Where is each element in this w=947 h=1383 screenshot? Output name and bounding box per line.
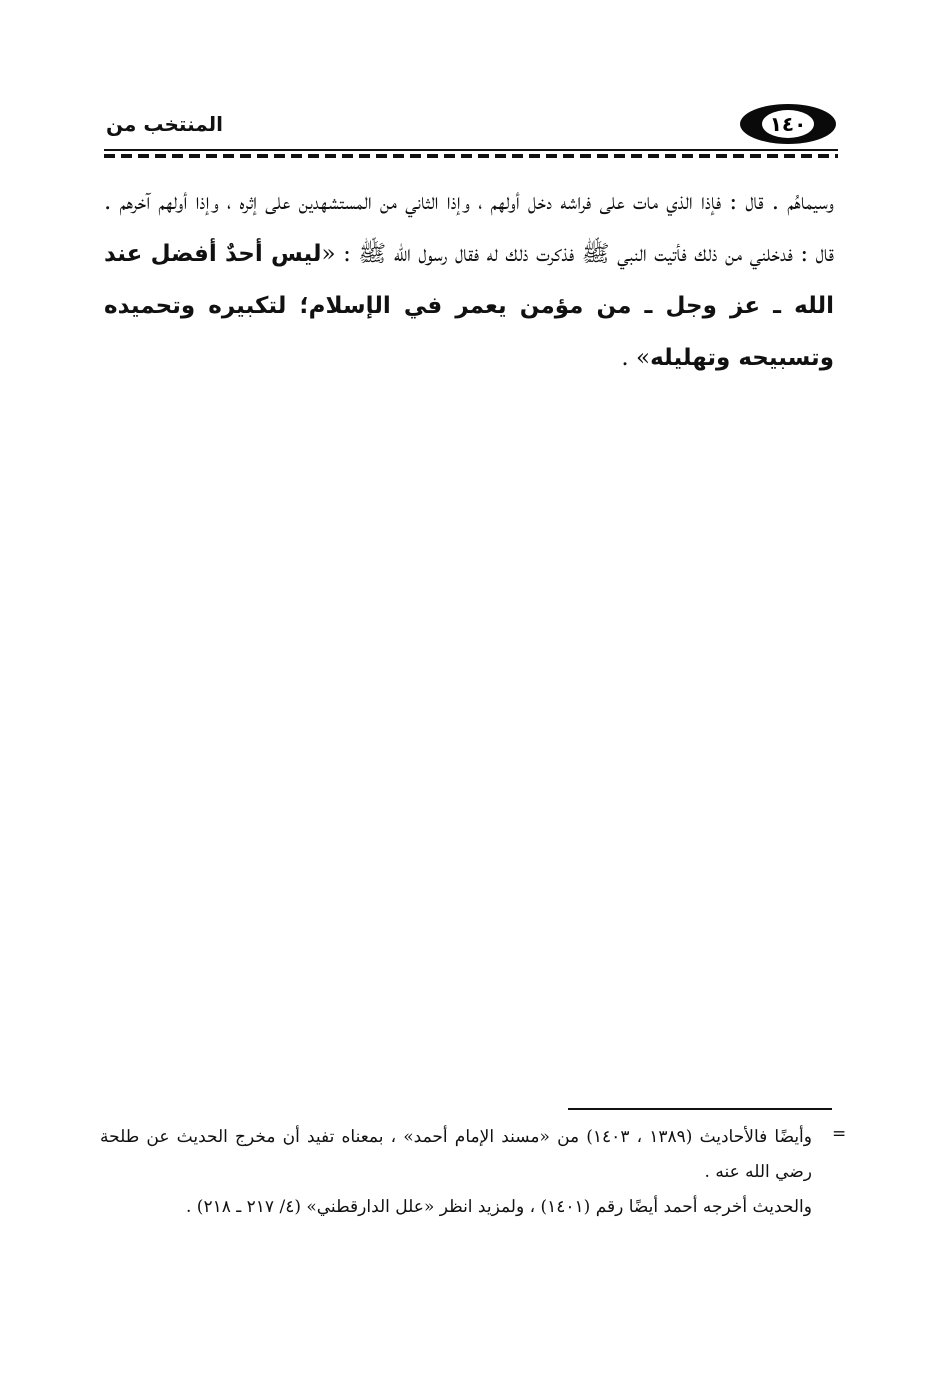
page-number-badge bbox=[740, 104, 836, 144]
hadith-text: ليس أحدٌ أفضل عند الله ـ عز وجل ـ من مؤمن يعمر في الإسلام؛ لتكبيره وتحميده وتسبيحه وتهليله bbox=[104, 241, 834, 371]
footnotes bbox=[100, 1120, 812, 1225]
footnote-line: وأيضًا فالأحاديث (١٣٨٩ ، ١٤٠٣) من «مسند الإمام أحمد» ، بمعناه تفيد أن مخرج الحديث عن طلحة رضي الله عنه . bbox=[100, 1127, 812, 1182]
header-rule bbox=[104, 149, 838, 151]
header-dashed-rule bbox=[104, 154, 838, 158]
page-number: ١٤٠ bbox=[762, 110, 814, 138]
running-title: المنتخب من bbox=[106, 112, 224, 136]
footnote-rule bbox=[568, 1108, 832, 1110]
footnote-line: والحديث أخرجه أحمد أيضًا رقم (١٤٠١) ، ولمزيد انظر «علل الدارقطني» (٤/ ٢١٧ ـ ٢١٨) . bbox=[185, 1197, 812, 1217]
narrative-text: وسيماهُم . قال : فإذا الذي مات على فراشه دخل أولهم ، وإذا الثاني من المستشهدين على إثره ، وإذا أولهم آخرهم . قال : فدخلني من ذلك فأتيت النبي ﷺ فذكرت ذلك له فقال رسول الله ﷺ : « bbox=[104, 189, 835, 267]
page-header bbox=[100, 100, 840, 148]
footnote-continuation-mark: = bbox=[832, 1124, 847, 1144]
closing-text: » . bbox=[621, 345, 651, 371]
body-paragraph bbox=[104, 176, 834, 384]
